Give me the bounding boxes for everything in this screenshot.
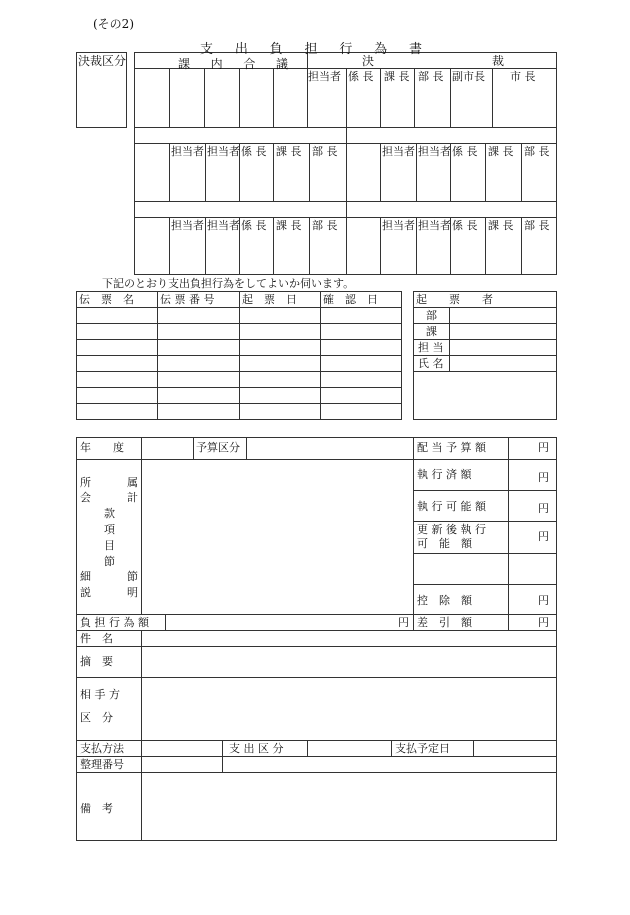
consult-label	[178, 55, 288, 72]
yen-unit: 円	[538, 471, 549, 484]
sub-role: 係 長	[452, 145, 478, 158]
allocated-budget-label: 配 当 予 算 額	[417, 441, 486, 454]
item-kan: 款	[104, 507, 115, 520]
sub-role: 課 長	[488, 145, 514, 158]
counterparty-label: 相 手 方	[80, 688, 120, 701]
item-sai: 細	[80, 570, 91, 583]
role-kakaricho: 係 長	[348, 70, 374, 83]
title-char: 書	[408, 42, 422, 57]
consult-char: 内	[210, 57, 223, 71]
role-fukushicho: 副市長	[452, 70, 485, 83]
title-char: 担	[304, 42, 318, 57]
yen-unit: 円	[398, 616, 409, 629]
drafter-header: 起 票 者	[416, 293, 493, 306]
drafter-person: 担 当	[418, 341, 444, 354]
consult-char: 課	[178, 57, 191, 71]
item-sho: 所	[80, 476, 91, 489]
sub-role: 担当者	[207, 219, 240, 232]
sub-role: 課 長	[276, 219, 302, 232]
decision-label-2: 裁	[492, 54, 505, 68]
payment-date-label: 支払予定日	[395, 742, 450, 755]
obligation-amount-label: 負 担 行 為 額	[80, 616, 149, 629]
voucher-header-name: 伝 票 名	[79, 293, 134, 306]
role-tantosha: 担当者	[308, 70, 341, 83]
title-char: 為	[374, 42, 388, 57]
yen-unit: 円	[538, 530, 549, 543]
yen-unit: 円	[538, 441, 549, 454]
sub-role: 担当者	[382, 145, 415, 158]
item-kai: 会	[80, 491, 91, 504]
reference-number-label: 整理番号	[80, 758, 124, 771]
sub-role: 部 長	[312, 219, 338, 232]
decision-category-label: 決裁区分	[78, 54, 127, 68]
voucher-header-date: 起 票 日	[242, 293, 297, 306]
summary-label: 摘 要	[80, 655, 113, 668]
drafter-section: 課	[426, 325, 437, 338]
voucher-header-number: 伝 票 番 号	[160, 293, 215, 306]
role-shicho: 市 長	[510, 70, 536, 83]
item-moku: 目	[104, 539, 115, 552]
decision-label-1: 決	[362, 54, 375, 68]
expenditure-class-label: 支 出 区 分	[229, 742, 284, 755]
request-text: 下記のとおり支出負担行為をしてよいか伺います。	[102, 277, 355, 290]
drafter-name: 氏 名	[418, 357, 444, 370]
title-char: 負	[269, 42, 283, 57]
sub-role: 担当者	[382, 219, 415, 232]
voucher-header-confirm: 確 認 日	[323, 293, 378, 306]
title-char: 支	[200, 42, 214, 57]
item-setsu: 節	[104, 555, 115, 568]
consult-char: 議	[275, 57, 288, 71]
item-setsu2: 節	[127, 570, 138, 583]
yen-unit: 円	[538, 616, 549, 629]
page-label: (その2)	[93, 17, 134, 31]
sub-role: 担当者	[171, 145, 204, 158]
subject-label: 件 名	[80, 632, 113, 645]
sub-role: 係 長	[241, 145, 267, 158]
year-label: 年 度	[80, 441, 124, 454]
sub-role: 部 長	[524, 145, 550, 158]
drafter-dept: 部	[426, 309, 437, 322]
sub-role: 部 長	[524, 219, 550, 232]
item-zoku: 属	[127, 476, 138, 489]
updated-executable-label-1: 更 新 後 執 行	[417, 523, 486, 536]
budget-class-label: 予算区分	[196, 441, 240, 454]
sub-role: 担当者	[418, 219, 451, 232]
item-setsu-desc: 説	[80, 586, 91, 599]
item-mei: 明	[127, 586, 138, 599]
title-char: 出	[234, 42, 248, 57]
payment-method-label: 支払方法	[80, 742, 124, 755]
executable-amount-label: 執 行 可 能 額	[417, 500, 486, 513]
role-kacho: 課 長	[384, 70, 410, 83]
role-bucho: 部 長	[418, 70, 444, 83]
sub-role: 係 長	[241, 219, 267, 232]
counterparty-class-label: 区 分	[80, 711, 113, 724]
sub-role: 課 長	[276, 145, 302, 158]
difference-label: 差 引 額	[417, 616, 472, 629]
deduction-label: 控 除 額	[417, 594, 472, 607]
item-ko: 項	[104, 523, 115, 536]
sub-role: 部 長	[312, 145, 338, 158]
yen-unit: 円	[538, 502, 549, 515]
sub-role: 担当者	[171, 219, 204, 232]
sub-role: 担当者	[207, 145, 240, 158]
yen-unit: 円	[538, 594, 549, 607]
sub-role: 課 長	[488, 219, 514, 232]
updated-executable-label-2: 可 能 額	[417, 537, 472, 550]
remarks-label: 備 考	[80, 802, 113, 815]
item-kei: 計	[127, 491, 138, 504]
executed-amount-label: 執 行 済 額	[417, 468, 472, 481]
sub-role: 係 長	[452, 219, 478, 232]
title-char: 行	[339, 42, 353, 57]
sub-role: 担当者	[418, 145, 451, 158]
consult-char: 合	[243, 57, 256, 71]
